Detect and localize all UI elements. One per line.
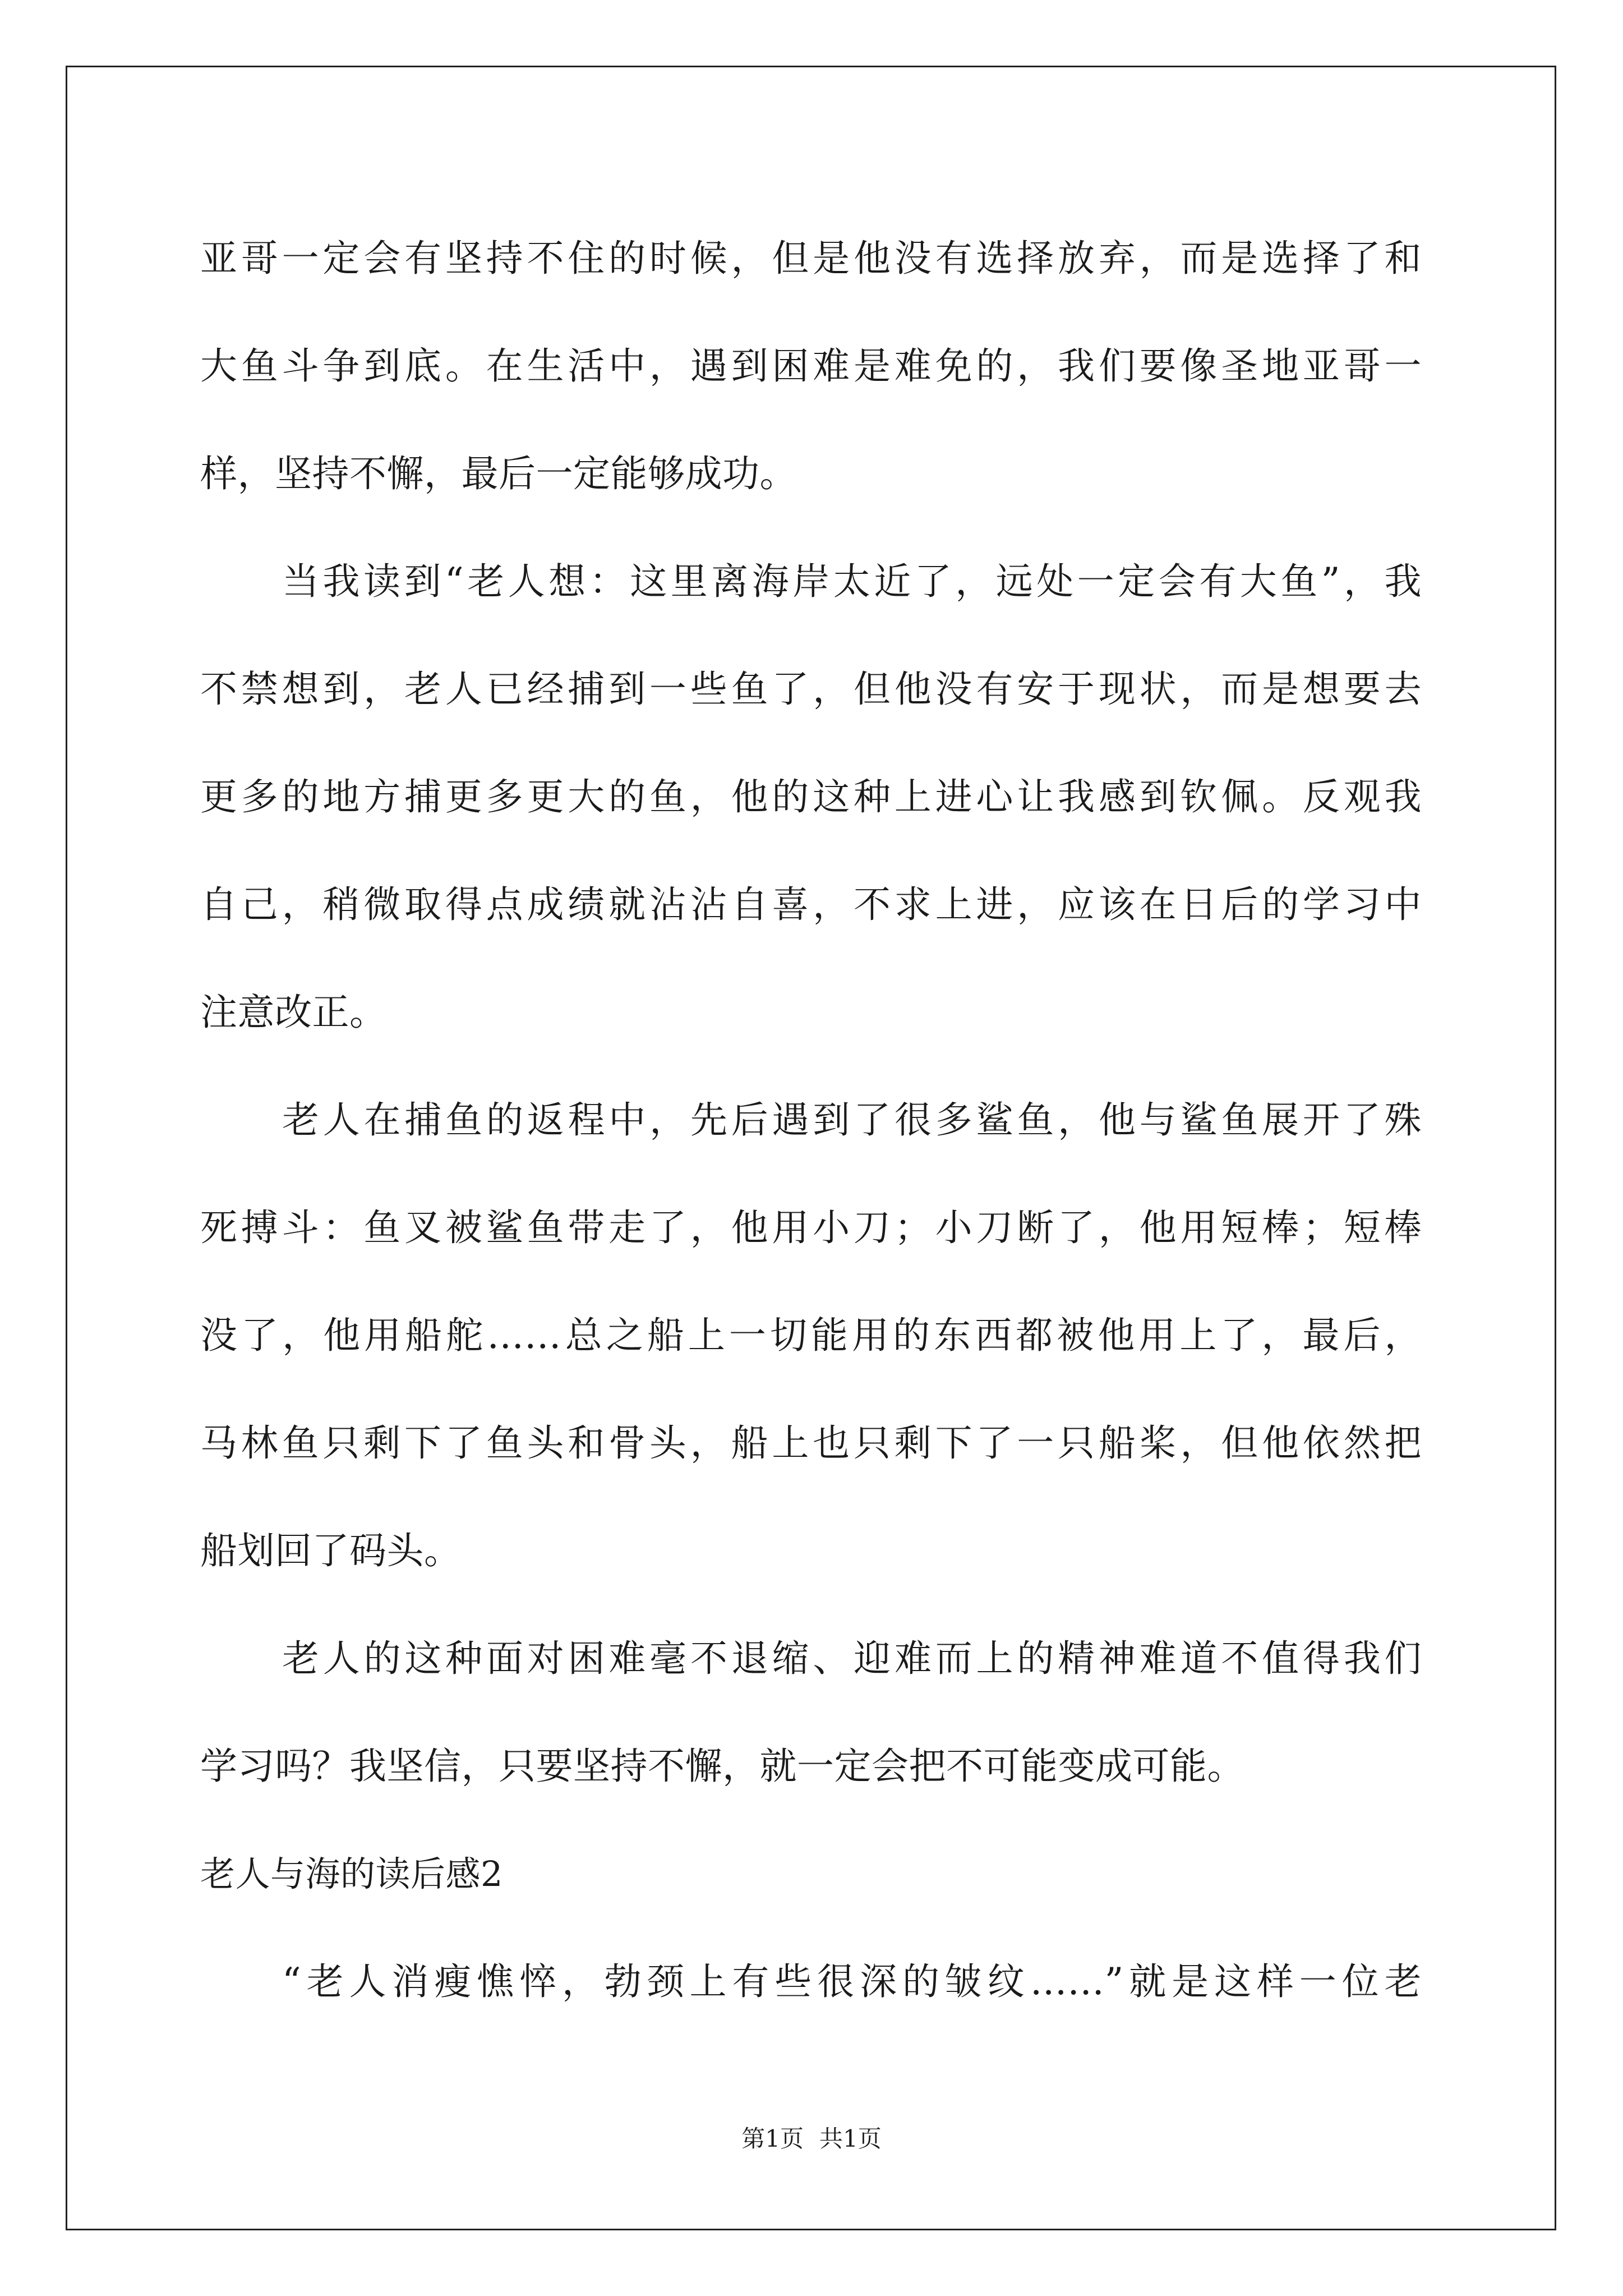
text-line: 亚哥一定会有坚持不住的时候，但是他没有选择放弃，而是选择了和 bbox=[200, 237, 1422, 280]
document-body bbox=[200, 205, 1422, 2036]
page-number: 第1页 bbox=[741, 2125, 804, 2152]
text-line: 没了，他用船舵……总之船上一切能用的东西都被他用上了，最后， bbox=[200, 1314, 1422, 1357]
text-line: 老人在捕鱼的返程中，先后遇到了很多鲨鱼，他与鲨鱼展开了殊 bbox=[282, 1098, 1422, 1142]
page-footer bbox=[0, 2120, 1623, 2154]
text-line: 船划回了码头。 bbox=[200, 1529, 462, 1572]
text-line: 自己，稍微取得点成绩就沾沾自喜，不求上进，应该在日后的学习中 bbox=[200, 883, 1422, 926]
text-line: 老人的这种面对困难毫不退缩、迎难而上的精神难道不值得我们 bbox=[282, 1637, 1422, 1680]
text-line: 样，坚持不懈，最后一定能够成功。 bbox=[200, 452, 797, 495]
text-line: 大鱼斗争到底。在生活中，遇到困难是难免的，我们要像圣地亚哥一 bbox=[200, 344, 1422, 388]
text-line: 学习吗？我坚信，只要坚持不懈，就一定会把不可能变成可能。 bbox=[200, 1745, 1244, 1788]
text-line: 死搏斗：鱼叉被鲨鱼带走了，他用小刀；小刀断了，他用短棒；短棒 bbox=[200, 1206, 1422, 1249]
text-line: “老人消瘦憔悴，勃颈上有些很深的皱纹……”就是这样一位老 bbox=[282, 1960, 1422, 2003]
section-heading: 老人与海的读后感2 bbox=[200, 1853, 503, 1894]
page-total: 共1页 bbox=[819, 2125, 882, 2152]
text-line: 当我读到“老人想：这里离海岸太近了，远处一定会有大鱼”，我 bbox=[282, 560, 1422, 603]
text-line: 更多的地方捕更多更大的鱼，他的这种上进心让我感到钦佩。反观我 bbox=[200, 775, 1422, 818]
text-line: 马林鱼只剩下了鱼头和骨头，船上也只剩下了一只船桨，但他依然把 bbox=[200, 1421, 1422, 1465]
text-line: 不禁想到，老人已经捕到一些鱼了，但他没有安于现状，而是想要去 bbox=[200, 668, 1422, 711]
text-line: 注意改正。 bbox=[200, 991, 387, 1034]
